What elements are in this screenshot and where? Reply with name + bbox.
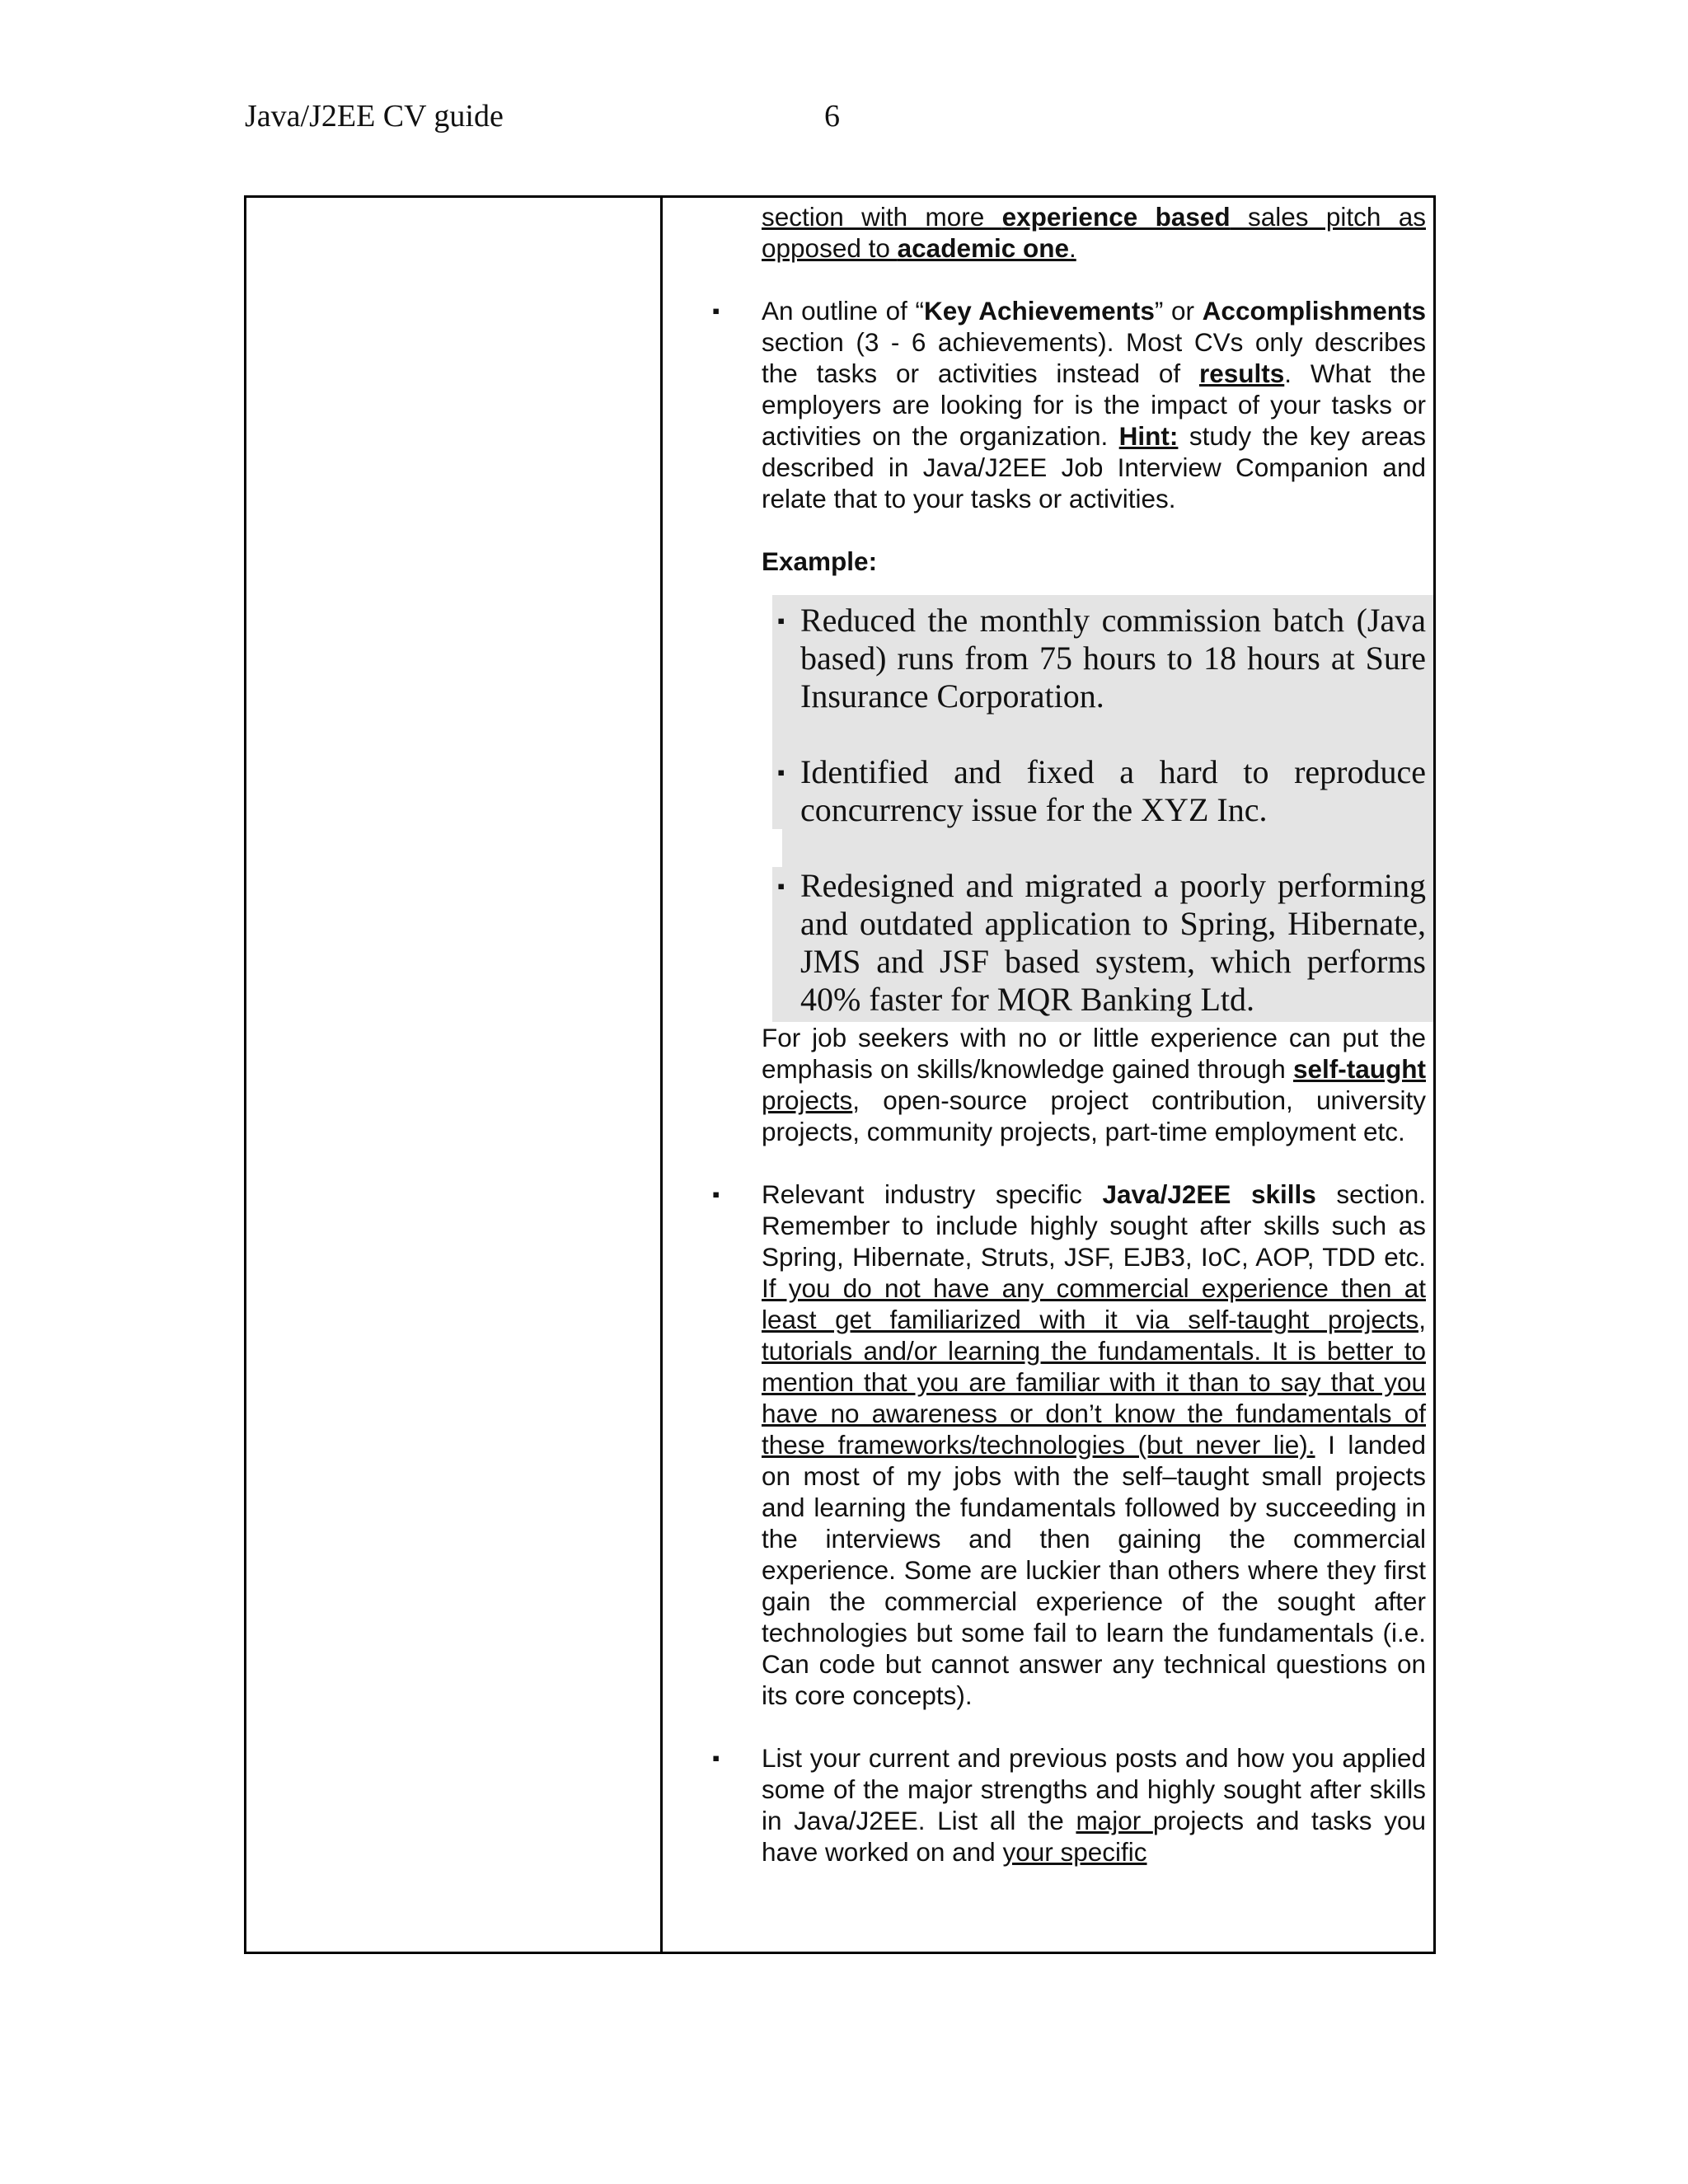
b1-text-4: Accomplishments (1202, 296, 1426, 326)
b3-text-1: List your current and previous posts and how you applied some of the major strengths and highly sought after skills in Java/J2EE. List all the (762, 1743, 1426, 1835)
page-header-title: Java/J2EE CV guide (245, 99, 504, 134)
achievement-text: Reduced the monthly commission batch (Java based) runs from 75 hours to 18 hours at Sure Insurance Corporation. (800, 602, 1426, 715)
b1-text-8: Hint: (1118, 421, 1179, 451)
b2-text-4: If you do not have any commercial experience then at least get familiarized with it via self-taught projects, tutorials and/or learning the fundamentals. It is better to mention that you are familiar with it than to say that you have no awareness or don’t know the fundamentals of these frameworks/technologies (but never lie). (762, 1273, 1426, 1460)
bullet-square-icon: ▪ (712, 1182, 720, 1207)
example-box (772, 595, 1433, 1022)
b1-text-1: An outline of “ (762, 296, 925, 326)
current-posts-paragraph (762, 1742, 1426, 1868)
b1-text-3: ” or (1154, 296, 1203, 326)
achievement-text: Redesigned and migrated a poorly performing and outdated application to Spring, Hibernate, JMS and JSF based system, which performs 40% faster for MQR Banking Ltd. (800, 867, 1426, 1018)
ne-text-1: For job seekers with no or little experience can put the emphasis on skills/knowledge gained through (762, 1023, 1426, 1084)
bullet-key-achievements (712, 295, 1426, 1147)
bullet-square-icon: ▪ (712, 1746, 720, 1770)
page-number: 6 (824, 99, 840, 134)
b1-text-6: results (1198, 359, 1285, 388)
intro-text-1: section with more (762, 202, 1002, 232)
b2-text-2: Java/J2EE skills (1102, 1179, 1316, 1209)
b3-text-4: your specific (1002, 1837, 1147, 1867)
bullet-java-skills (712, 1179, 1426, 1711)
bullet-square-icon: ▪ (777, 760, 785, 785)
ne-text-3: projects (762, 1085, 853, 1115)
intro-text-2: experience based (1001, 202, 1231, 232)
intro-paragraph (762, 201, 1426, 264)
achievement-item (777, 753, 1426, 829)
cv-table (244, 195, 1436, 1954)
achievement-item (777, 602, 1426, 715)
bullet-square-icon: ▪ (777, 608, 785, 633)
achievement-text: Identified and fixed a hard to reproduce concurrency issue for the XYZ Inc. (800, 753, 1426, 828)
bullet-current-posts (712, 1742, 1426, 1868)
b1-text-9: study the key areas described in Java/J2EE Job Interview Companion and relate that to your tasks or activities. (762, 421, 1426, 513)
b2-text-5: I landed on most of my jobs with the self–taught small projects and learning the fundamentals followed by succeeding in the interviews and then gaining the commercial experience. Some are luckier than others where they first gain the commercial experience of the sought after technologies but some fail to learn the fundamentals (i.e. Can code but cannot answer any technical questions on its core concepts). (762, 1430, 1426, 1710)
intro-text-4: academic one (897, 233, 1069, 263)
java-skills-paragraph (762, 1179, 1426, 1711)
b2-text-3: section. Remember to include highly sought after skills such as Spring, Hibernate, Struts, JSF, EJB3, IoC, AOP, TDD etc. (762, 1179, 1426, 1272)
b3-text-3: projects and tasks you have worked on and (762, 1806, 1426, 1867)
key-achievements-paragraph (762, 295, 1426, 514)
b1-text-5: section (3 - 6 achievements). Most CVs only describes the tasks or activities instead of (762, 327, 1426, 388)
achievement-item (777, 867, 1426, 1019)
b2-text-1: Relevant industry specific (762, 1179, 1103, 1209)
intro-text-5: . (1069, 233, 1076, 263)
column-divider (660, 198, 663, 1952)
ne-text-4: , open-source project contribution, university projects, community projects, part-time employment etc. (762, 1085, 1426, 1146)
b1-text-2: Key Achievements (924, 296, 1155, 326)
intro-text-3: sales pitch as opposed to (762, 202, 1426, 263)
b3-text-2: major (1076, 1806, 1153, 1835)
example-label: Example: (762, 546, 878, 576)
no-experience-paragraph (762, 1022, 1426, 1147)
bullet-square-icon: ▪ (777, 874, 785, 898)
b1-text-7: . What the employers are looking for is the impact of your tasks or activities on the organization. (762, 359, 1426, 451)
ne-text-2: self-taught (1293, 1054, 1426, 1084)
bullet-square-icon: ▪ (712, 298, 720, 323)
right-column-content (712, 201, 1426, 1868)
